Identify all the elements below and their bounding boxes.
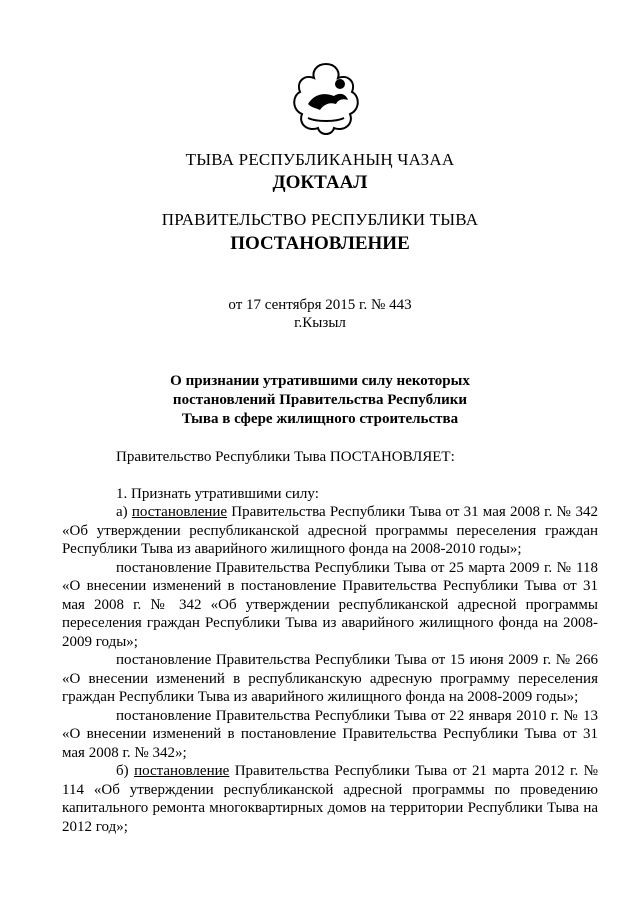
paragraph-2: постановление Правительства Республики Тыва от 25 марта 2009 г. № 118 «О внесении изменений в постановление Правительства Республики Тыва от 31 мая 2008 г. № 342 «Об утверждении республиканской адресной программы переселения граждан Республики Тыва из аварийного жилищного фонда на 2008-2009 годы»; (62, 559, 598, 650)
link-postanovlenie-a[interactable]: постановление (131, 504, 228, 520)
paragraph-4: постановление Правительства Республики Тыва от 22 января 2010 г. № 13 «О внесении изменений в постановление Правительства Республики Тыва от 31 мая 2008 г. № 342»; (62, 707, 598, 761)
document-body (62, 448, 598, 836)
paragraph-b-text: Правительства Республики Тыва от 21 марта 2012 г. № 114 «Об утверждении республиканской адресной программы по проведению капитального ремонта многоквартирных домов на территории Республики Тыва на 2012 год»; (62, 763, 598, 835)
header-line-tuvan: ТЫВА РЕСПУБЛИКАНЫҢ ЧАЗАА (185, 150, 455, 169)
item-1: 1. Признать утратившими силу: (116, 485, 319, 502)
title-line-2: постановлений Правительства Республики (172, 392, 468, 408)
paragraph-b (62, 762, 598, 836)
tuva-emblem-icon (290, 58, 362, 142)
paragraph-a-text: Правительства Республики Тыва от 31 мая 2008 г. № 342 «Об утверждении республиканской адресной программы переселения граждан Республики Тыва из аварийного жилищного фонда на 2008-2010 годы»; (62, 504, 598, 557)
paragraph-a (62, 503, 598, 559)
header-doktaal: ДОКТААЛ (272, 172, 368, 193)
intro-text: Правительство Республики Тыва ПОСТАНОВЛЯЕТ: (116, 449, 455, 465)
paragraph-a-prefix: а) (116, 504, 132, 520)
paragraph-b-prefix: б) (116, 763, 135, 779)
header-postanovlenie: ПОСТАНОВЛЕНИЕ (230, 233, 410, 254)
link-postanovlenie-b[interactable]: постановление (134, 763, 230, 779)
document-date: от 17 сентября 2015 г. № 443 (228, 297, 412, 313)
document-city: г.Кызыл (294, 315, 346, 331)
title-line-3: Тыва в сфере жилищного строительства (181, 411, 459, 427)
paragraph-3: постановление Правительства Республики Тыва от 15 июня 2009 г. № 266 «О внесении изменений в республиканскую адресную программу переселения граждан Республики Тыва из аварийного жилищного фонда на 2008-2009 годы»; (62, 652, 598, 705)
header-government: ПРАВИТЕЛЬСТВО РЕСПУБЛИКИ ТЫВА (161, 210, 479, 229)
title-line-1: О признании утратившими силу некоторых (170, 373, 470, 389)
